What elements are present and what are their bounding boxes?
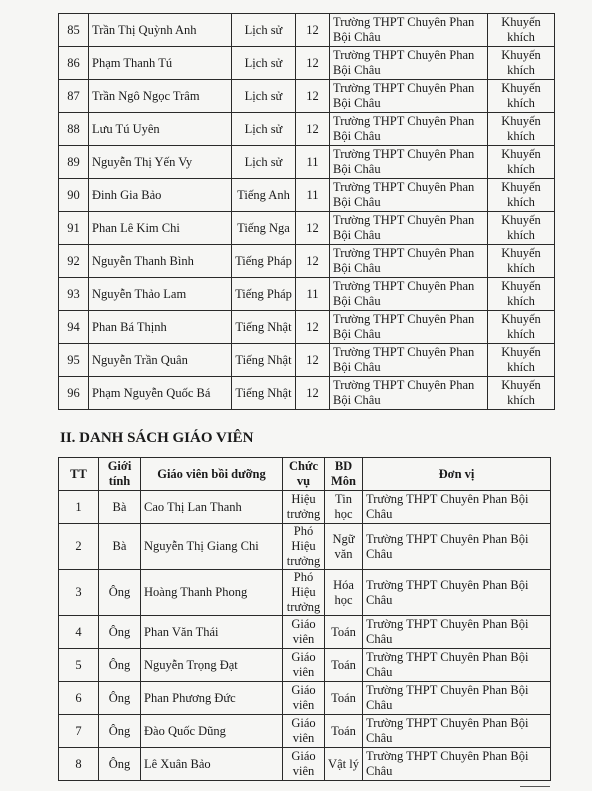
teacher-unit: Trường THPT Chuyên Phan Bội Châu: [363, 748, 551, 781]
student-award: Khuyến khích: [488, 245, 555, 278]
teacher-name: Nguyễn Trọng Đạt: [141, 649, 283, 682]
table-row: [59, 113, 555, 146]
teacher-unit: Trường THPT Chuyên Phan Bội Châu: [363, 682, 551, 715]
student-school: Trường THPT Chuyên Phan Bội Châu: [330, 311, 488, 344]
teacher-table: [58, 457, 551, 781]
student-subject: Tiếng Nhật: [232, 344, 296, 377]
header-unit: Đơn vị: [363, 458, 551, 491]
student-grade: 12: [296, 245, 330, 278]
teacher-gender: Ông: [99, 715, 141, 748]
student-name: Nguyễn Thảo Lam: [89, 278, 232, 311]
student-school: Trường THPT Chuyên Phan Bội Châu: [330, 179, 488, 212]
student-name: Trần Ngô Ngọc Trâm: [89, 80, 232, 113]
table-row: [59, 616, 551, 649]
student-subject: Lịch sử: [232, 47, 296, 80]
teacher-position: Giáo viên: [283, 715, 325, 748]
student-school: Trường THPT Chuyên Phan Bội Châu: [330, 80, 488, 113]
student-award: Khuyến khích: [488, 113, 555, 146]
teacher-header-row: [59, 458, 551, 491]
teacher-tt: 3: [59, 570, 99, 616]
student-award: Khuyến khích: [488, 80, 555, 113]
student-tt: 86: [59, 47, 89, 80]
student-tt: 94: [59, 311, 89, 344]
teacher-unit: Trường THPT Chuyên Phan Bội Châu: [363, 715, 551, 748]
teacher-position: Giáo viên: [283, 748, 325, 781]
student-grade: 11: [296, 146, 330, 179]
table-row: [59, 47, 555, 80]
header-gender: Giới tính: [99, 458, 141, 491]
teacher-tt: 4: [59, 616, 99, 649]
student-school: Trường THPT Chuyên Phan Bội Châu: [330, 113, 488, 146]
student-name: Phạm Nguyễn Quốc Bá: [89, 377, 232, 410]
table-row: [59, 715, 551, 748]
student-tt: 88: [59, 113, 89, 146]
student-subject: Lịch sử: [232, 113, 296, 146]
student-name: Đinh Gia Bảo: [89, 179, 232, 212]
table-row: [59, 245, 555, 278]
student-school: Trường THPT Chuyên Phan Bội Châu: [330, 14, 488, 47]
student-subject: Tiếng Anh: [232, 179, 296, 212]
student-grade: 12: [296, 80, 330, 113]
teacher-gender: Bà: [99, 491, 141, 524]
teacher-gender: Ông: [99, 748, 141, 781]
table-row: [59, 491, 551, 524]
teacher-name: Cao Thị Lan Thanh: [141, 491, 283, 524]
teacher-name: Hoàng Thanh Phong: [141, 570, 283, 616]
teacher-tt: 6: [59, 682, 99, 715]
teacher-gender: Ông: [99, 570, 141, 616]
table-row: [59, 146, 555, 179]
teacher-position: Hiệu trưởng: [283, 491, 325, 524]
table-row: [59, 377, 555, 410]
teacher-name: Đào Quốc Dũng: [141, 715, 283, 748]
table-row: [59, 570, 551, 616]
teacher-unit: Trường THPT Chuyên Phan Bội Châu: [363, 524, 551, 570]
student-school: Trường THPT Chuyên Phan Bội Châu: [330, 47, 488, 80]
student-tt: 85: [59, 14, 89, 47]
section-title: II. DANH SÁCH GIÁO VIÊN: [60, 430, 254, 446]
student-grade: 11: [296, 179, 330, 212]
teacher-position: Giáo viên: [283, 682, 325, 715]
table-row: [59, 179, 555, 212]
student-award: Khuyến khích: [488, 212, 555, 245]
student-name: Lưu Tú Uyên: [89, 113, 232, 146]
student-subject: Tiếng Nhật: [232, 377, 296, 410]
table-row: [59, 80, 555, 113]
table-row: [59, 344, 555, 377]
header-subject: BD Môn: [325, 458, 363, 491]
student-name: Phan Lê Kim Chi: [89, 212, 232, 245]
student-school: Trường THPT Chuyên Phan Bội Châu: [330, 212, 488, 245]
teacher-name: Lê Xuân Bảo: [141, 748, 283, 781]
student-tt: 95: [59, 344, 89, 377]
table-row: [59, 682, 551, 715]
student-grade: 12: [296, 212, 330, 245]
student-subject: Lịch sử: [232, 14, 296, 47]
teacher-unit: Trường THPT Chuyên Phan Bội Châu: [363, 616, 551, 649]
student-school: Trường THPT Chuyên Phan Bội Châu: [330, 245, 488, 278]
teacher-subject: Ngữ văn: [325, 524, 363, 570]
teacher-subject: Toán: [325, 682, 363, 715]
student-grade: 12: [296, 377, 330, 410]
table-row: [59, 14, 555, 47]
teacher-name: Phan Phương Đức: [141, 682, 283, 715]
header-name: Giáo viên bồi dưỡng: [141, 458, 283, 491]
student-school: Trường THPT Chuyên Phan Bội Châu: [330, 278, 488, 311]
student-grade: 12: [296, 344, 330, 377]
teacher-unit: Trường THPT Chuyên Phan Bội Châu: [363, 649, 551, 682]
student-award: Khuyến khích: [488, 311, 555, 344]
table-row: [59, 524, 551, 570]
teacher-subject: Toán: [325, 715, 363, 748]
student-award: Khuyến khích: [488, 278, 555, 311]
student-tt: 92: [59, 245, 89, 278]
student-award: Khuyến khích: [488, 47, 555, 80]
student-award: Khuyến khích: [488, 179, 555, 212]
student-tt: 89: [59, 146, 89, 179]
student-name: Phạm Thanh Tú: [89, 47, 232, 80]
student-award: Khuyến khích: [488, 344, 555, 377]
student-subject: Lịch sử: [232, 80, 296, 113]
teacher-name: Nguyễn Thị Giang Chi: [141, 524, 283, 570]
student-tt: 91: [59, 212, 89, 245]
student-subject: Lịch sử: [232, 146, 296, 179]
student-name: Trần Thị Quỳnh Anh: [89, 14, 232, 47]
student-subject: Tiếng Pháp: [232, 245, 296, 278]
table-row: [59, 748, 551, 781]
student-award: Khuyến khích: [488, 377, 555, 410]
teacher-tt: 2: [59, 524, 99, 570]
teacher-name: Phan Văn Thái: [141, 616, 283, 649]
student-tt: 87: [59, 80, 89, 113]
student-name: Nguyễn Thị Yến Vy: [89, 146, 232, 179]
header-tt: TT: [59, 458, 99, 491]
student-name: Nguyễn Trần Quân: [89, 344, 232, 377]
header-position: Chức vụ: [283, 458, 325, 491]
teacher-gender: Ông: [99, 682, 141, 715]
student-award: Khuyến khích: [488, 146, 555, 179]
student-school: Trường THPT Chuyên Phan Bội Châu: [330, 146, 488, 179]
table-row: [59, 311, 555, 344]
student-school: Trường THPT Chuyên Phan Bội Châu: [330, 377, 488, 410]
teacher-unit: Trường THPT Chuyên Phan Bội Châu: [363, 491, 551, 524]
table-row: [59, 278, 555, 311]
teacher-tt: 5: [59, 649, 99, 682]
teacher-subject: Toán: [325, 649, 363, 682]
teacher-tt: 1: [59, 491, 99, 524]
teacher-tt: 8: [59, 748, 99, 781]
student-grade: 12: [296, 113, 330, 146]
table-row: [59, 649, 551, 682]
student-school: Trường THPT Chuyên Phan Bội Châu: [330, 344, 488, 377]
teacher-unit: Trường THPT Chuyên Phan Bội Châu: [363, 570, 551, 616]
student-subject: Tiếng Pháp: [232, 278, 296, 311]
student-tt: 90: [59, 179, 89, 212]
teacher-gender: Ông: [99, 616, 141, 649]
table-row: [59, 212, 555, 245]
teacher-subject: Tin học: [325, 491, 363, 524]
teacher-subject: Vật lý: [325, 748, 363, 781]
student-award: Khuyến khích: [488, 14, 555, 47]
teacher-position: Giáo viên: [283, 649, 325, 682]
teacher-position: Phó Hiệu trưởng: [283, 524, 325, 570]
student-name: Phan Bá Thịnh: [89, 311, 232, 344]
teacher-tt: 7: [59, 715, 99, 748]
student-name: Nguyễn Thanh Bình: [89, 245, 232, 278]
teacher-gender: Bà: [99, 524, 141, 570]
teacher-position: Giáo viên: [283, 616, 325, 649]
student-grade: 11: [296, 278, 330, 311]
teacher-table-body: [59, 491, 551, 781]
teacher-subject: Toán: [325, 616, 363, 649]
teacher-subject: Hóa học: [325, 570, 363, 616]
student-table: [58, 13, 555, 410]
student-grade: 12: [296, 311, 330, 344]
student-tt: 93: [59, 278, 89, 311]
student-subject: Tiếng Nhật: [232, 311, 296, 344]
student-table-body: [59, 14, 555, 410]
student-subject: Tiếng Nga: [232, 212, 296, 245]
student-grade: 12: [296, 14, 330, 47]
teacher-gender: Ông: [99, 649, 141, 682]
student-grade: 12: [296, 47, 330, 80]
teacher-position: Phó Hiệu trưởng: [283, 570, 325, 616]
student-tt: 96: [59, 377, 89, 410]
signature-mark: [520, 780, 550, 787]
